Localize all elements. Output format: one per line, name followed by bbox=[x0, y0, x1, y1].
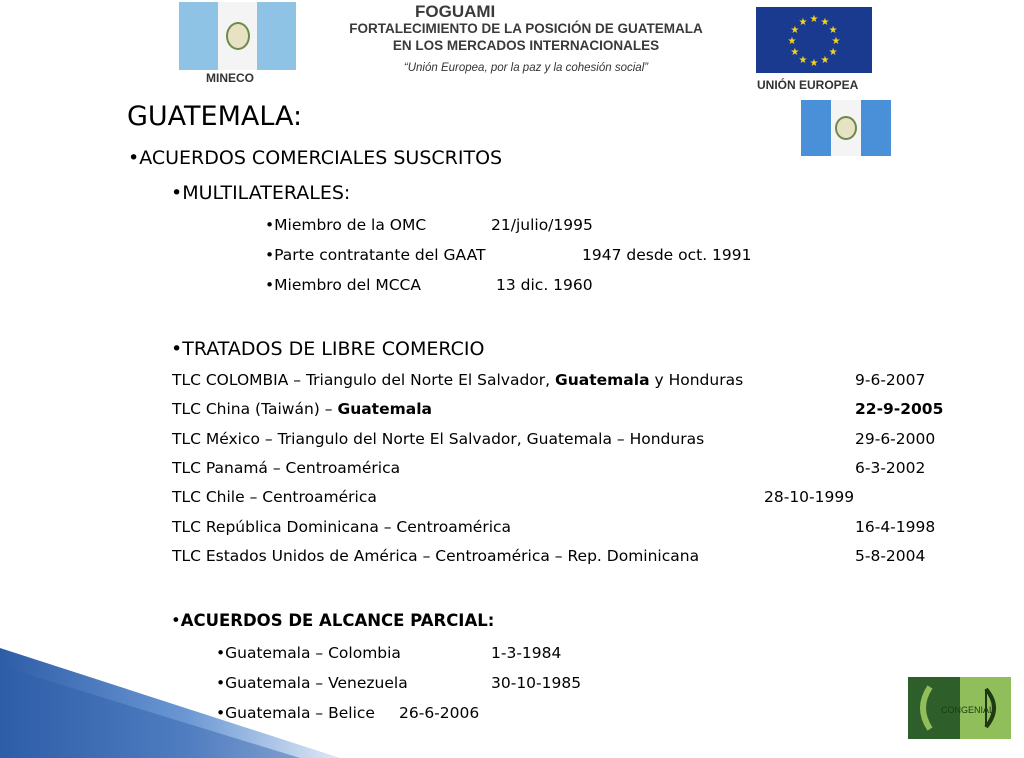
multilateral-item-date: 13 dic. 1960 bbox=[496, 276, 593, 294]
foguami-title: FOGUAMI bbox=[415, 2, 496, 21]
alcance-item-label: •Guatemala – Colombia bbox=[216, 644, 401, 662]
tlc-row-label: TLC China (Taiwán) – Guatemala bbox=[172, 400, 432, 418]
foguami-subtitle-line1: FORTALECIMIENTO DE LA POSICIÓN DE GUATEMALA bbox=[349, 21, 703, 36]
star-icon: ★ bbox=[828, 25, 838, 36]
multilateral-item-date: 1947 desde oct. 1991 bbox=[582, 246, 752, 264]
tlc-row-date: 29-6-2000 bbox=[855, 430, 936, 448]
coat-of-arms-icon bbox=[835, 116, 857, 140]
alcance-item-date: 26-6-2006 bbox=[399, 704, 480, 722]
subheading-tlc: •TRATADOS DE LIBRE COMERCIO bbox=[171, 338, 485, 360]
star-icon: ★ bbox=[798, 16, 808, 28]
star-icon: ★ bbox=[828, 47, 838, 58]
tlc-row-label: TLC República Dominicana – Centroamérica bbox=[172, 518, 512, 536]
tlc-row-date: 28-10-1999 bbox=[764, 488, 855, 506]
multilateral-item-label: •Parte contratante del GAAT bbox=[265, 246, 486, 264]
alcance-item-date: 30-10-1985 bbox=[491, 674, 582, 692]
alcance-item-label: •Guatemala – Belice bbox=[216, 704, 375, 722]
tlc-row-label: TLC Panamá – Centroamérica bbox=[172, 459, 401, 477]
foguami-subtitle-line2: EN LOS MERCADOS INTERNACIONALES bbox=[392, 38, 660, 53]
mineco-flag-logo bbox=[179, 2, 296, 70]
tlc-row-label: TLC COLOMBIA – Triangulo del Norte El Salvador, Guatemala y Honduras bbox=[172, 371, 744, 389]
star-icon: ★ bbox=[820, 16, 830, 28]
tlc-row-date: 16-4-1998 bbox=[855, 518, 936, 536]
section-heading-acuerdos: •ACUERDOS COMERCIALES SUSCRITOS bbox=[128, 147, 503, 169]
star-icon: ★ bbox=[790, 47, 800, 58]
star-icon: ★ bbox=[798, 55, 808, 67]
tlc-row-date: 5-8-2004 bbox=[855, 547, 926, 565]
tlc-row-date: 22-9-2005 bbox=[855, 400, 944, 418]
star-icon: ★ bbox=[820, 55, 830, 67]
tlc-row-label: TLC Chile – Centroamérica bbox=[172, 488, 377, 506]
star-icon: ★ bbox=[787, 36, 797, 47]
star-icon: ★ bbox=[831, 36, 841, 47]
star-icon: ★ bbox=[809, 14, 819, 25]
multilateral-item-label: •Miembro de la OMC bbox=[265, 216, 427, 234]
eu-stars-icon bbox=[756, 7, 872, 73]
tlc-row-label: TLC México – Triangulo del Norte El Salvador, Guatemala – Honduras bbox=[172, 430, 705, 448]
decorative-wedge bbox=[0, 648, 345, 758]
logo-mark-icon bbox=[908, 677, 1011, 739]
alcance-item-label: •Guatemala – Venezuela bbox=[216, 674, 408, 692]
alcance-item-date: 1-3-1984 bbox=[491, 644, 562, 662]
eu-label: UNIÓN EUROPEA bbox=[757, 78, 859, 92]
svg-text:CONGENIAL: CONGENIAL bbox=[941, 705, 995, 715]
tlc-row-date: 6-3-2002 bbox=[855, 459, 926, 477]
eu-flag-logo bbox=[756, 7, 872, 73]
tlc-row-date: 9-6-2007 bbox=[855, 371, 926, 389]
mineco-label: MINECO bbox=[206, 71, 254, 85]
star-icon: ★ bbox=[790, 25, 800, 36]
foguami-slogan: “Unión Europea, por la paz y la cohesión social” bbox=[403, 62, 649, 74]
guatemala-flag bbox=[801, 100, 891, 156]
subheading-multilaterales: •MULTILATERALES: bbox=[171, 182, 351, 204]
page-title: GUATEMALA: bbox=[127, 101, 303, 132]
subheading-alcance-parcial: •ACUERDOS DE ALCANCE PARCIAL: bbox=[171, 611, 495, 630]
tlc-row-label: TLC Estados Unidos de América – Centroamérica – Rep. Dominicana bbox=[172, 547, 700, 565]
multilateral-item-date: 21/julio/1995 bbox=[491, 216, 593, 234]
star-icon: ★ bbox=[809, 58, 819, 69]
coat-of-arms-icon bbox=[226, 22, 250, 50]
multilateral-item-label: •Miembro del MCCA bbox=[265, 276, 421, 294]
